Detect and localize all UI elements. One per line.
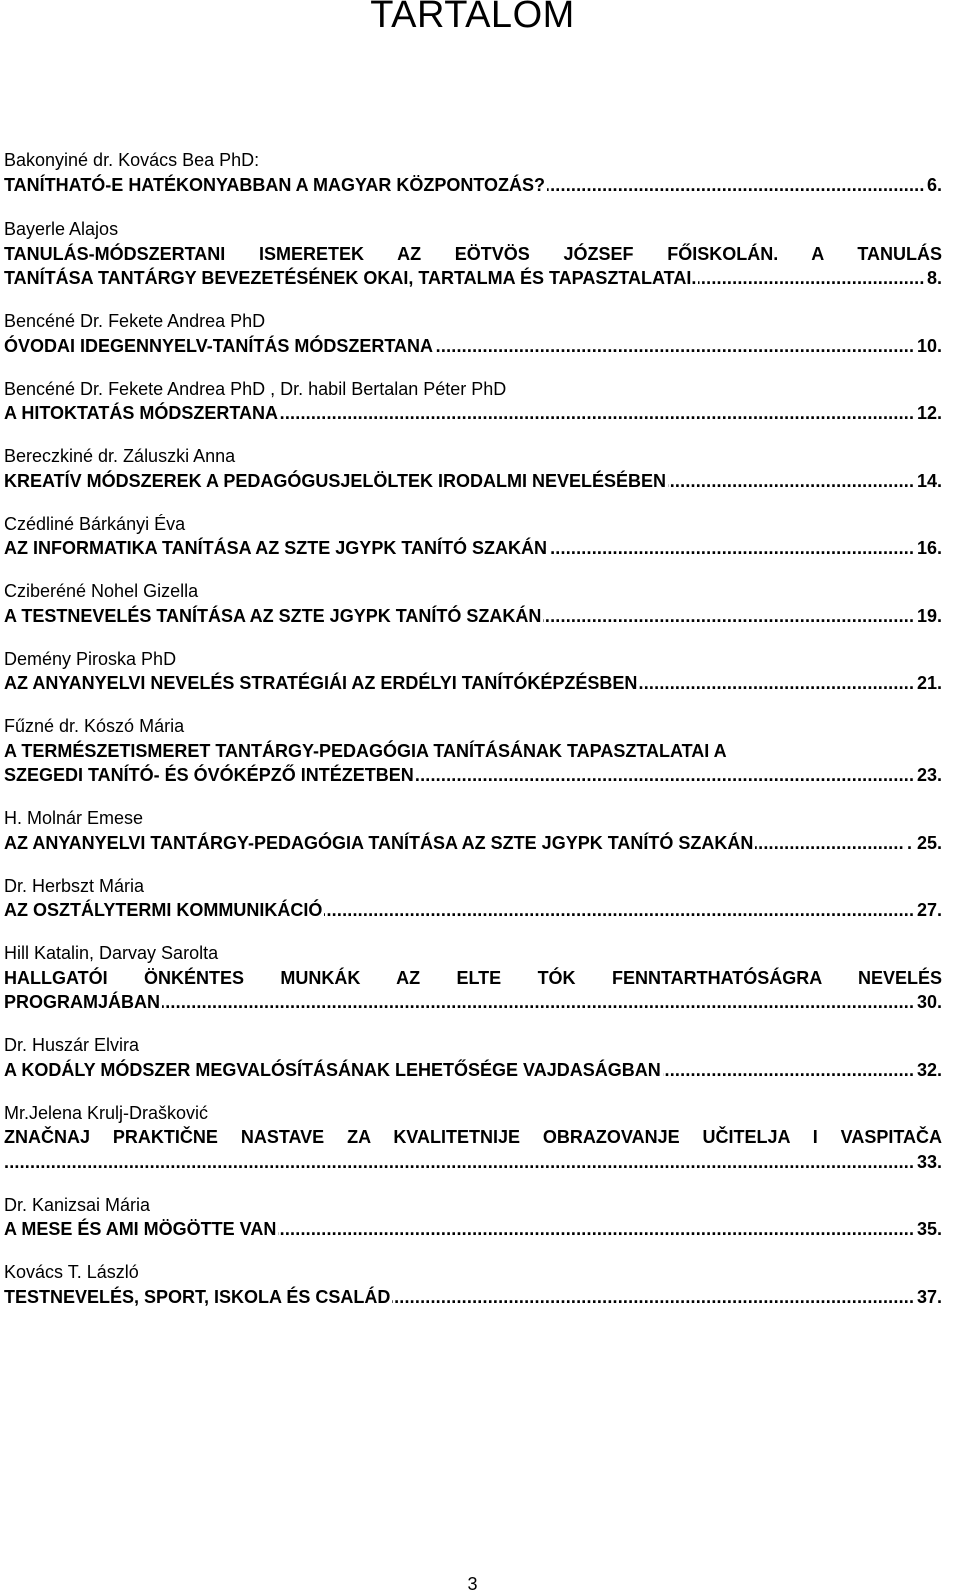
- toc-entry: [4, 714, 942, 788]
- toc-title-line: [4, 831, 942, 856]
- page-title: TARTALOM: [370, 0, 575, 36]
- toc-title-text: A TERMÉSZETISMERET TANTÁRGY-PEDAGÓGIA TANÍTÁSÁNAK TAPASZTALATAI A: [4, 740, 727, 761]
- toc-title-text: SZEGEDI TANÍTÓ- ÉS ÓVÓKÉPZŐ INTÉZETBEN: [4, 765, 414, 785]
- toc-title-line: [4, 990, 942, 1015]
- toc-entry: [4, 512, 942, 561]
- toc-author: Bencéné Dr. Fekete Andrea PhD , Dr. habil Bertalan Péter PhD: [4, 378, 507, 399]
- toc-title-line: [4, 1217, 942, 1242]
- toc-page-ref: 35.: [915, 1217, 942, 1242]
- toc-title-line: [4, 898, 942, 923]
- toc-title-line: [4, 604, 942, 629]
- toc-title-line: [4, 1150, 942, 1175]
- toc-title-line: [4, 334, 942, 359]
- toc-title-text: AZ ANYANYELVI TANTÁRGY-PEDAGÓGIA TANÍTÁSA AZ SZTE JGYPK TANÍTÓ SZAKÁN: [4, 832, 754, 853]
- toc-author: Czédliné Bárkányi Éva: [4, 513, 186, 534]
- toc-page-ref: 16.: [915, 536, 942, 561]
- toc-page-ref: 37.: [915, 1285, 942, 1310]
- toc-author: Fűzné dr. Kószó Mária: [4, 716, 185, 736]
- toc-page-ref: 21.: [915, 671, 942, 696]
- toc-title-text: KREATÍV MÓDSZEREK A PEDAGÓGUSJELÖLTEK IRODALMI NEVELÉSÉBEN: [4, 470, 667, 491]
- toc-title-text: AZ INFORMATIKA TANÍTÁSA AZ SZTE JGYPK TANÍTÓ SZAKÁN: [4, 538, 547, 558]
- page-number: 3: [467, 1574, 478, 1594]
- toc-title-line: [4, 763, 942, 788]
- toc-title-text: A KODÁLY MÓDSZER MEGVALÓSÍTÁSÁNAK LEHETŐSÉGE VAJDASÁGBAN: [4, 1059, 661, 1080]
- toc-entry: [4, 1260, 942, 1309]
- toc-author: Bereczkiné dr. Záluszki Anna: [4, 446, 236, 466]
- toc-author: Cziberéné Nohel Gizella: [4, 581, 199, 601]
- toc-author: Dr. Kanizsai Mária: [4, 1194, 151, 1215]
- toc-title-text: A MESE ÉS AMI MÖGÖTTE VAN: [4, 1219, 277, 1239]
- toc-title-text: ÓVODAI IDEGENNYELV-TANÍTÁS MÓDSZERTANA: [4, 335, 434, 356]
- toc-title-text: TANÍTHATÓ-E HATÉKONYABBAN A MAGYAR KÖZPONTOZÁS?: [4, 174, 546, 195]
- toc-author: Dr. Herbszt Mária: [4, 875, 145, 896]
- toc-title-line: [4, 1285, 942, 1310]
- toc-title-line: [4, 1058, 942, 1083]
- toc-entry: [4, 377, 942, 426]
- toc-page-ref: 12.: [915, 401, 942, 426]
- toc-title-text: ZNAČNAJ PRAKTIČNE NASTAVE ZA KVALITETNIJE OBRAZOVANJE UČITELJA I VASPITAČA: [4, 1127, 942, 1147]
- toc-author: H. Molnár Emese: [4, 808, 144, 828]
- toc-page-ref: 19.: [915, 604, 942, 629]
- toc-title-text: TANULÁS-MÓDSZERTANI ISMERETEK AZ EÖTVÖS JÓZSEF FŐISKOLÁN. A TANULÁS: [4, 243, 942, 264]
- toc-title-line: [4, 671, 942, 696]
- toc-entry: [4, 874, 942, 923]
- toc-title-text: A TESTNEVELÉS TANÍTÁSA AZ SZTE JGYPK TANÍTÓ SZAKÁN: [4, 605, 542, 626]
- table-of-contents: [4, 148, 942, 1328]
- toc-entry: [4, 1193, 942, 1242]
- toc-entry: [4, 309, 942, 358]
- toc-page-ref: 27.: [915, 898, 942, 923]
- toc-title-line: [4, 739, 942, 764]
- toc-page-ref: 10.: [915, 334, 942, 359]
- toc-page-ref: 6.: [925, 173, 942, 198]
- toc-entry: [4, 148, 942, 197]
- toc-title-line: [4, 469, 942, 494]
- toc-title-line: [4, 242, 942, 267]
- toc-title-text: TANÍTÁSA TANTÁRGY BEVEZETÉSÉNEK OKAI, TARTALMA ÉS TAPASZTALATAI.: [4, 268, 697, 288]
- toc-page-ref: . 25.: [905, 831, 942, 856]
- toc-entry: [4, 1033, 942, 1082]
- toc-page-ref: 14.: [915, 469, 942, 494]
- toc-page-ref: 32.: [915, 1058, 942, 1083]
- toc-page-ref: ..... 33.: [915, 1150, 942, 1175]
- toc-title-line: [4, 966, 942, 991]
- toc-title-text: TESTNEVELÉS, SPORT, ISKOLA ÉS CSALÁD: [4, 1286, 391, 1307]
- toc-author: Bayerle Alajos: [4, 219, 119, 239]
- toc-title-text: A HITOKTATÁS MÓDSZERTANA: [4, 403, 278, 423]
- toc-entry: [4, 217, 942, 291]
- toc-entry: [4, 647, 942, 696]
- toc-page-ref: 23.: [915, 763, 942, 788]
- toc-author: Bencéné Dr. Fekete Andrea PhD: [4, 311, 266, 331]
- toc-author: Bakonyiné dr. Kovács Bea PhD:: [4, 150, 260, 170]
- toc-title-line: [4, 401, 942, 426]
- toc-title-line: [4, 173, 942, 198]
- toc-entry: [4, 579, 942, 628]
- toc-entry: [4, 941, 942, 1015]
- toc-page-ref: 30.: [915, 990, 942, 1015]
- toc-title-text: AZ OSZTÁLYTERMI KOMMUNIKÁCIÓ: [4, 900, 323, 920]
- toc-title-text: AZ ANYANYELVI NEVELÉS STRATÉGIÁI AZ ERDÉLYI TANÍTÓKÉPZÉSBEN: [4, 673, 638, 693]
- toc-entry: [4, 444, 942, 493]
- toc-author: Dr. Huszár Elvira: [4, 1035, 140, 1055]
- toc-author: Mr.Jelena Krulj-Drašković: [4, 1102, 209, 1123]
- toc-entry: [4, 1101, 942, 1175]
- toc-title-line: [4, 536, 942, 561]
- toc-title-text: HALLGATÓI ÖNKÉNTES MUNKÁK AZ ELTE TÓK FENNTARTHATÓSÁGRA NEVELÉS: [4, 967, 942, 988]
- toc-author: Demény Piroska PhD: [4, 648, 177, 669]
- toc-title-line: [4, 266, 942, 291]
- toc-title-text: PROGRAMJÁBAN: [4, 992, 161, 1012]
- toc-entry: [4, 806, 942, 855]
- toc-title-line: [4, 1125, 942, 1150]
- toc-page-ref: 8.: [925, 266, 942, 291]
- toc-author: Kovács T. László: [4, 1262, 139, 1282]
- toc-author: Hill Katalin, Darvay Sarolta: [4, 943, 219, 963]
